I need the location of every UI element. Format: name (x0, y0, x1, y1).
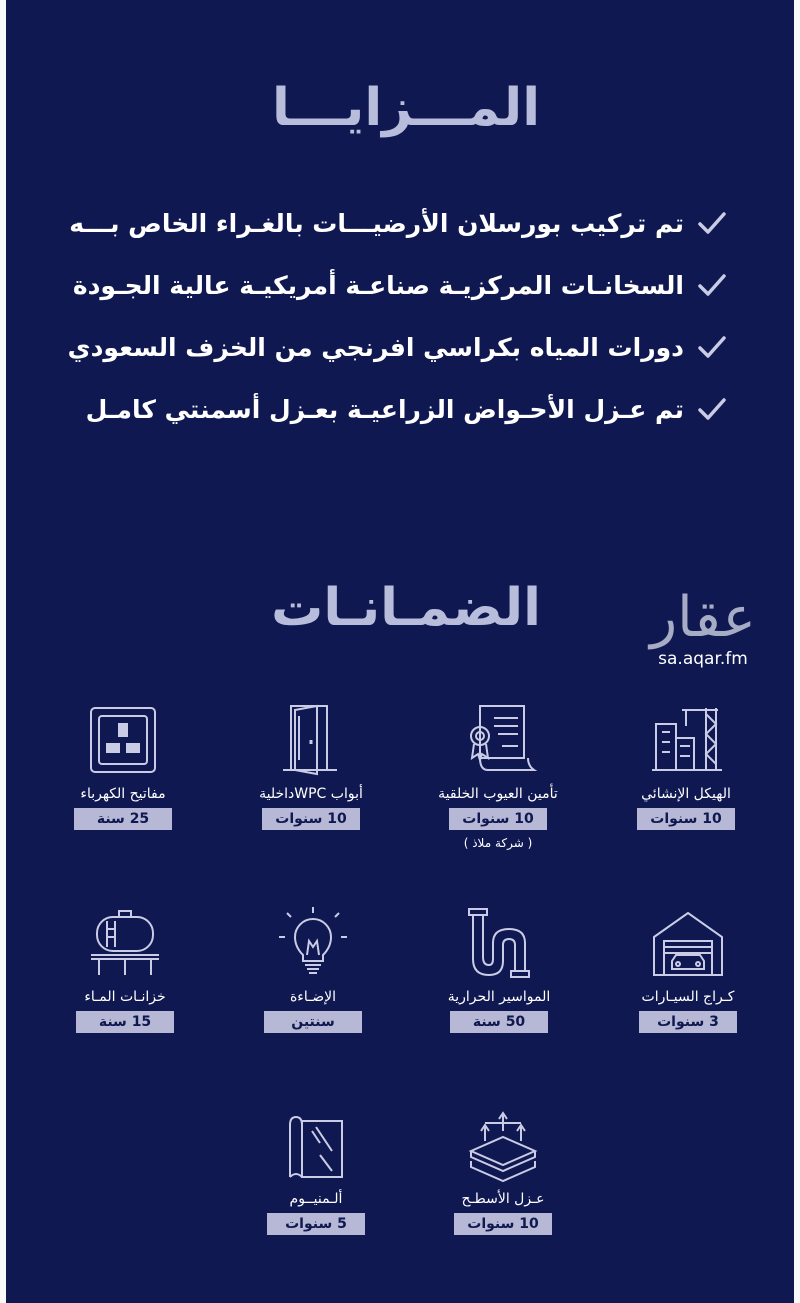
guarantee-label: كـراج السيـارات (641, 989, 735, 1005)
guarantee-garage (603, 903, 773, 1033)
guarantee-label: تأمين العيوب الخلقية (438, 786, 558, 802)
feature-text: تم عـزل الأحـواض الزراعيـة بعـزل أسمنتي كامـل (85, 394, 684, 424)
door-icon (271, 700, 351, 780)
feature-text: السخانـات المركزيـة صناعـة أمريكيـة عالية الجـودة (72, 270, 684, 300)
guarantee-structure (601, 700, 771, 830)
guarantee-doors (226, 700, 396, 830)
light-bulb-icon (273, 903, 353, 983)
guarantee-duration: 50 سنة (450, 1011, 548, 1033)
guarantee-label: ألـمنيــوم (289, 1191, 343, 1207)
checkmark-icon (698, 398, 726, 420)
guarantee-thermal-pipes (414, 903, 584, 1033)
feature-text: دورات المياه بكراسي افرنجي من الخزف السعودي (67, 332, 684, 362)
checkmark-icon (698, 212, 726, 234)
guarantee-duration: 5 سنوات (267, 1213, 365, 1235)
guarantee-duration: سنتين (264, 1011, 362, 1033)
guarantee-electric-switches (38, 700, 208, 830)
pipes-icon (459, 903, 539, 983)
guarantee-label: الإضـاءة (289, 989, 337, 1005)
guarantee-label: خزانـات المـاء (84, 989, 166, 1005)
feature-text: تم تركيب بورسلان الأرضيـــات بالغـراء الخاص بـــه (69, 208, 684, 238)
aluminum-icon (276, 1105, 356, 1185)
guarantee-duration: 15 سنة (76, 1011, 174, 1033)
features-list (67, 192, 726, 440)
guarantee-duration: 10 سنوات (637, 808, 735, 830)
roof-insulation-icon (463, 1105, 543, 1185)
guarantee-label: مفاتيح الكهرباء (80, 786, 166, 802)
aqar-logo (638, 586, 768, 668)
guarantee-label: المواسير الحرارية (447, 989, 551, 1005)
guarantee-lighting (228, 903, 398, 1033)
water-tank-icon (85, 903, 165, 983)
guarantees-title: الضمـانـات (271, 578, 541, 638)
checkmark-icon (698, 336, 726, 358)
certificate-icon (458, 700, 538, 780)
logo-arabic: عقار (650, 585, 756, 650)
power-socket-icon (83, 700, 163, 780)
guarantee-note: ( شركة ملاذ ) (463, 836, 533, 850)
feature-item (72, 254, 726, 316)
guarantee-label: عـزل الأسطـح (461, 1191, 545, 1207)
guarantee-duration: 10 سنوات (449, 808, 547, 830)
guarantee-roof-insulation (418, 1105, 588, 1235)
logo-url: sa.aqar.fm (658, 649, 748, 669)
guarantee-duration: 3 سنوات (639, 1011, 737, 1033)
checkmark-icon (698, 274, 726, 296)
feature-item (86, 378, 726, 440)
features-title: المـــزايـــا (271, 78, 541, 138)
feature-item (69, 192, 726, 254)
feature-item (67, 316, 726, 378)
guarantee-aluminum (231, 1105, 401, 1235)
building-crane-icon (646, 700, 726, 780)
guarantee-duration: 10 سنوات (454, 1213, 552, 1235)
guarantee-duration: 25 سنة (74, 808, 172, 830)
guarantee-label: الهيكل الإنشائي (641, 786, 731, 802)
guarantee-duration: 10 سنوات (262, 808, 360, 830)
guarantee-water-tanks (40, 903, 210, 1033)
guarantee-defects-insurance (413, 700, 583, 850)
garage-icon (648, 903, 728, 983)
guarantee-label: أبواب WPCداخلية (259, 786, 363, 802)
